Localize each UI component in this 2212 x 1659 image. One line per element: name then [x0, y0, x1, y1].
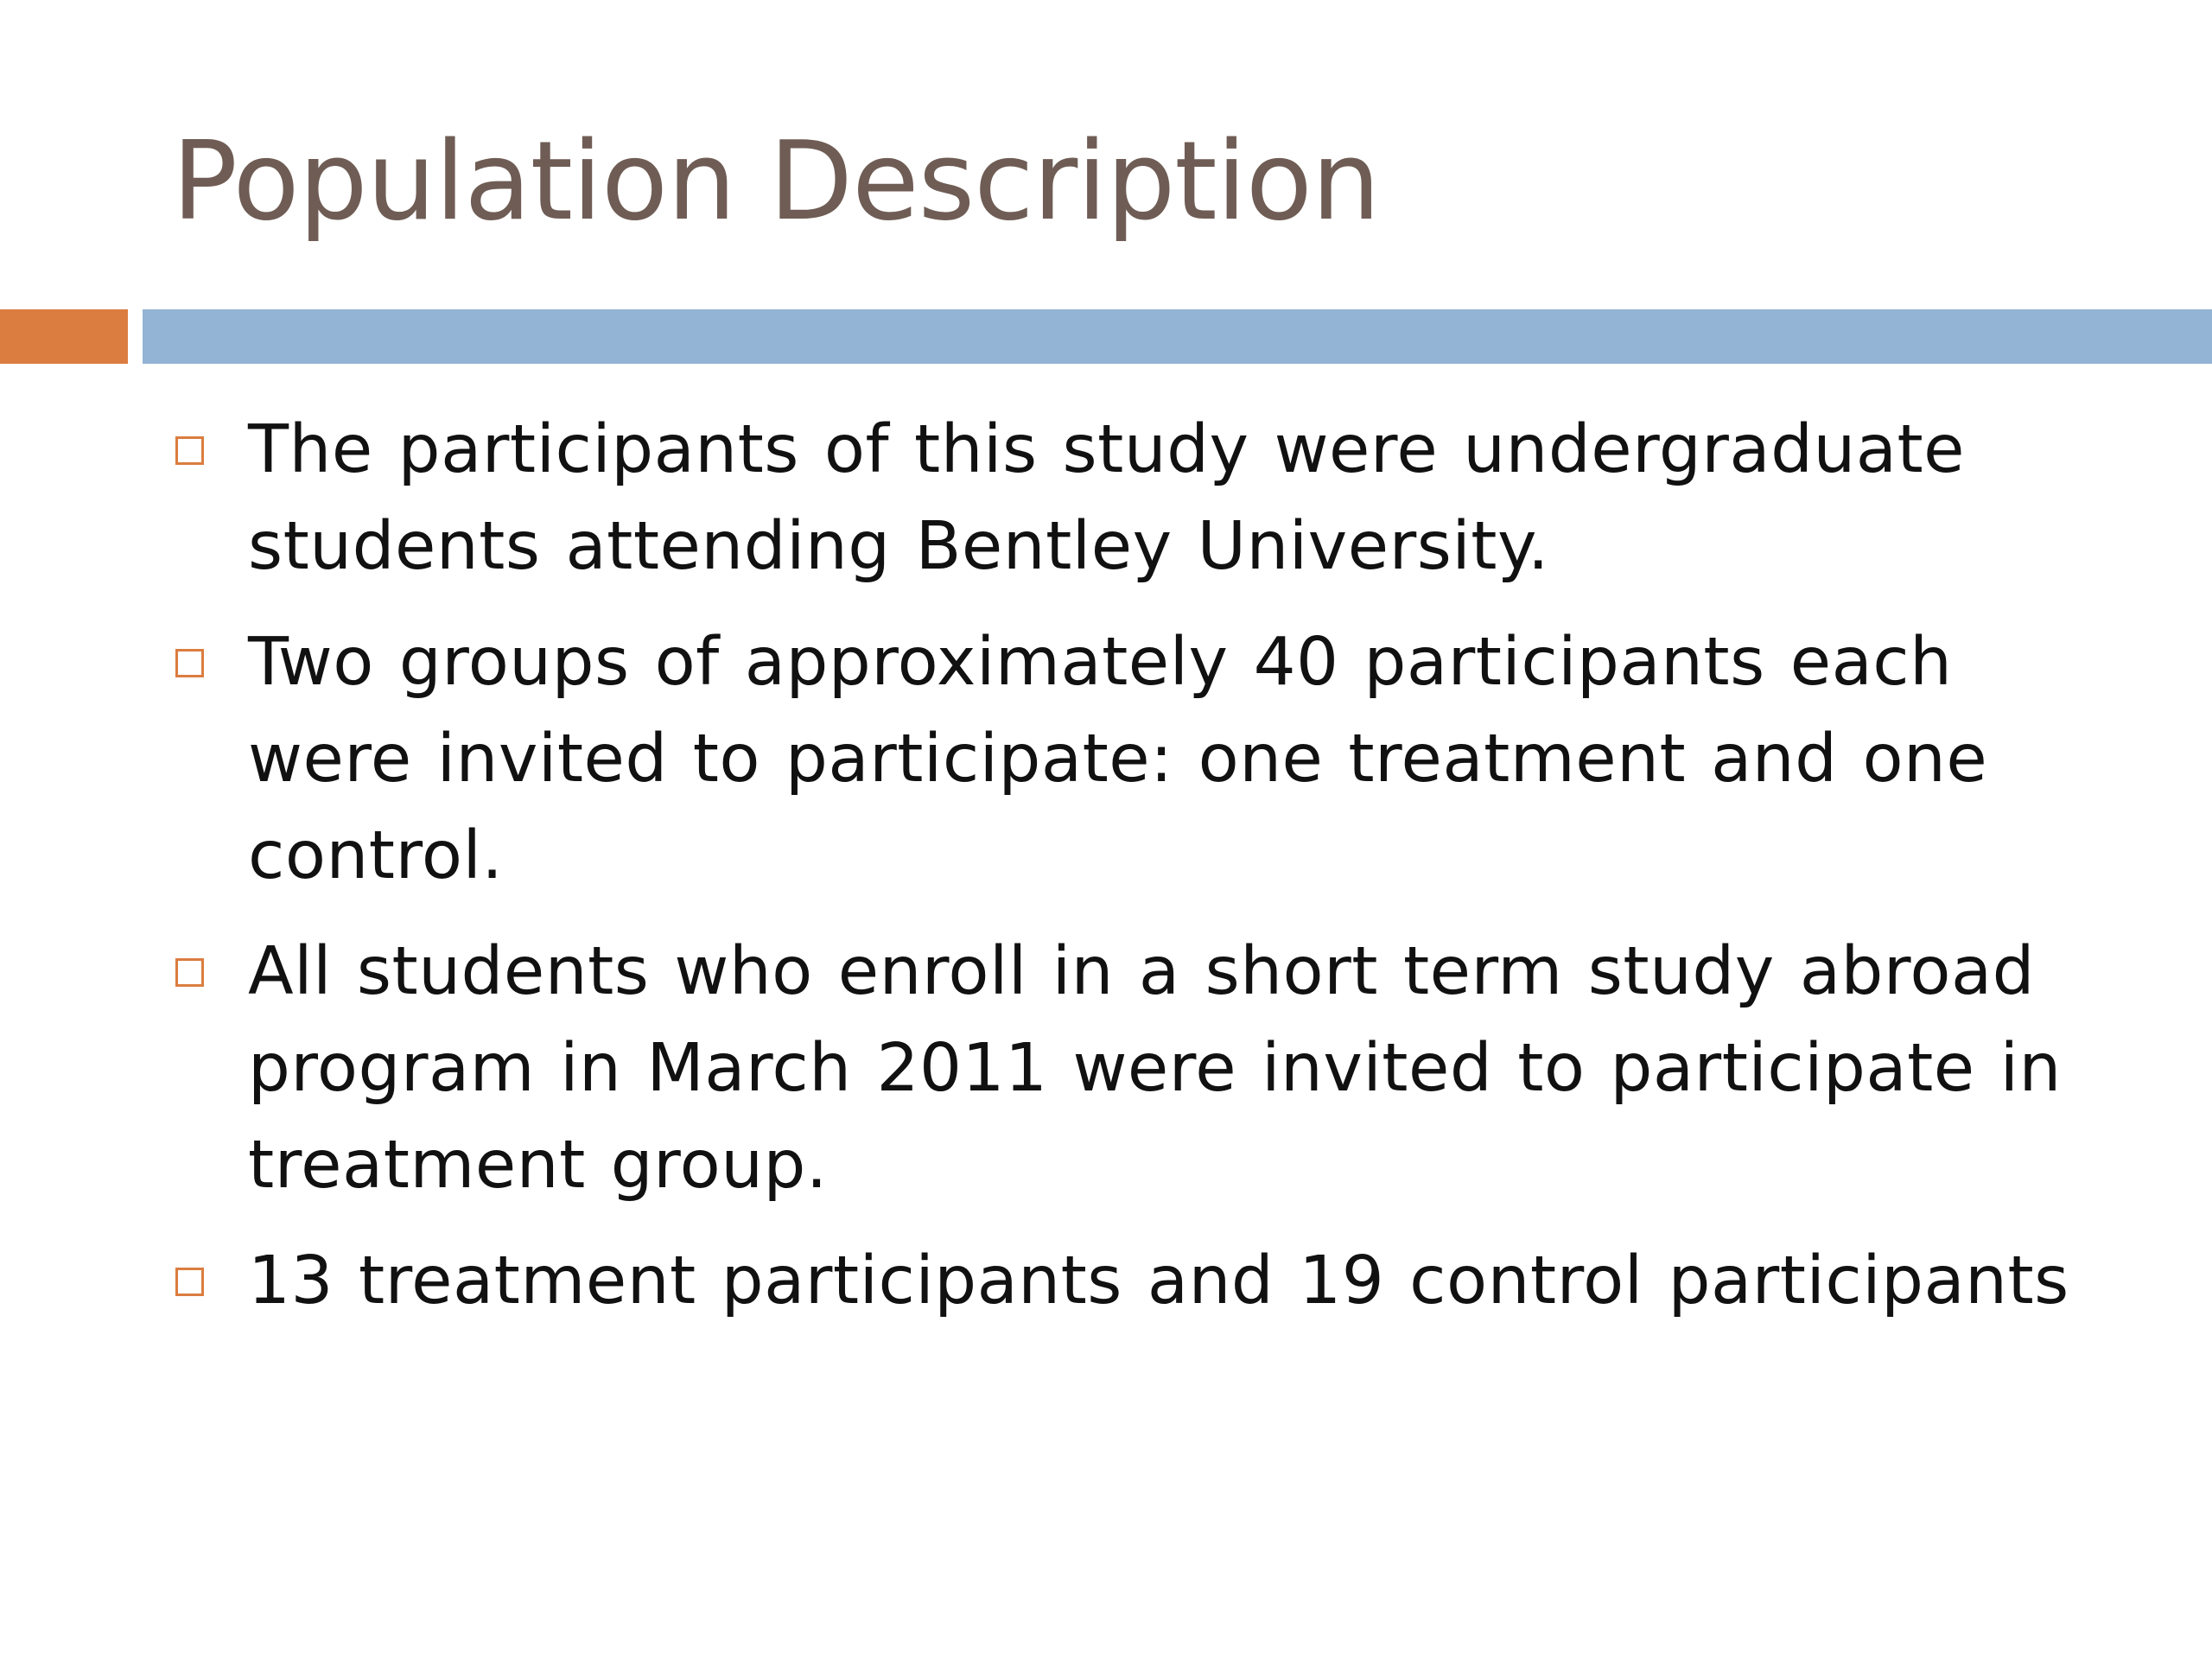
- bullet-list: [172, 402, 2125, 1349]
- bullet-text: Two groups of approximately 40 participants each were invited to participate: one treatment and one control.: [248, 624, 1988, 894]
- hollow-square-bullet-icon: [175, 649, 204, 677]
- bullet-item: [172, 924, 2125, 1214]
- bullet-item: [172, 614, 2125, 905]
- accent-bar-blue: [143, 309, 2212, 364]
- hollow-square-bullet-icon: [175, 958, 204, 987]
- accent-bar-orange: [0, 309, 128, 364]
- hollow-square-bullet-icon: [175, 1268, 204, 1296]
- bullet-text: 13 treatment participants and 19 control participants: [248, 1243, 2069, 1319]
- hollow-square-bullet-icon: [175, 436, 204, 465]
- bullet-text: All students who enroll in a short term study abroad program in March 2011 were invited to participate in treatment group.: [248, 933, 2062, 1204]
- bullet-item: [172, 402, 2125, 595]
- bullet-item: [172, 1233, 2125, 1330]
- slide-title: Population Description: [172, 118, 1380, 245]
- bullet-text: The participants of this study were undergraduate students attending Bentley University.: [248, 411, 1966, 585]
